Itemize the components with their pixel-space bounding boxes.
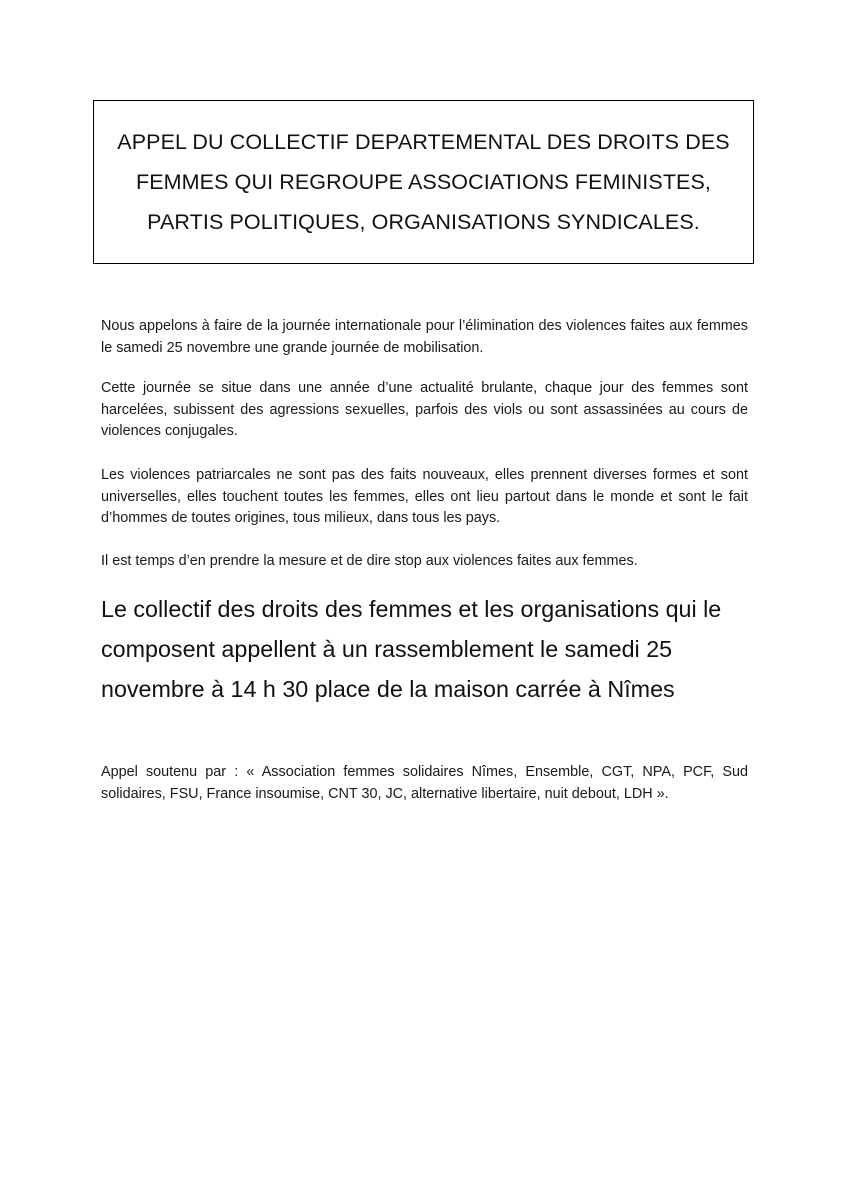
- paragraph-stop-violences: Il est temps d’en prendre la mesure et de dire stop aux violences faites aux femmes.: [101, 553, 638, 569]
- title-box: [93, 100, 754, 264]
- paragraph-mobilisation: Nous appelons à faire de la journée internationale pour l’élimination des violences faites aux femmes le samedi 25 novembre une grande journée de mobilisation.: [101, 318, 748, 356]
- document-title: APPEL DU COLLECTIF DEPARTEMENTAL DES DROITS DES FEMMES QUI REGROUPE ASSOCIATIONS FEMINISTES, PARTIS POLITIQUES, ORGANISATIONS SYNDICALES.: [117, 130, 730, 234]
- rassemblement-announcement: Le collectif des droits des femmes et les organisations qui le composent appellent à un rassemblement le samedi 25 novembre à 14 h 30 place de la maison carrée à Nîmes: [101, 596, 722, 702]
- paragraph-actualite: Cette journée se situe dans une année d’une actualité brulante, chaque jour des femmes sont harcelées, subissent des agressions sexuelles, parfois des viols ou sont assassinées au cours de violences conjugales.: [101, 380, 748, 439]
- paragraph-supporters: Appel soutenu par : « Association femmes solidaires Nîmes, Ensemble, CGT, NPA, PCF, Sud solidaires, FSU, France insoumise, CNT 30, JC, alternative libertaire, nuit debout, LDH ».: [101, 764, 748, 802]
- paragraph-violences-patriarcales: Les violences patriarcales ne sont pas des faits nouveaux, elles prennent diverses formes et sont universelles, elles touchent toutes les femmes, elles ont lieu partout dans le monde et sont le fait d’hommes de toutes origines, tous milieux, dans tous les pays.: [101, 467, 748, 526]
